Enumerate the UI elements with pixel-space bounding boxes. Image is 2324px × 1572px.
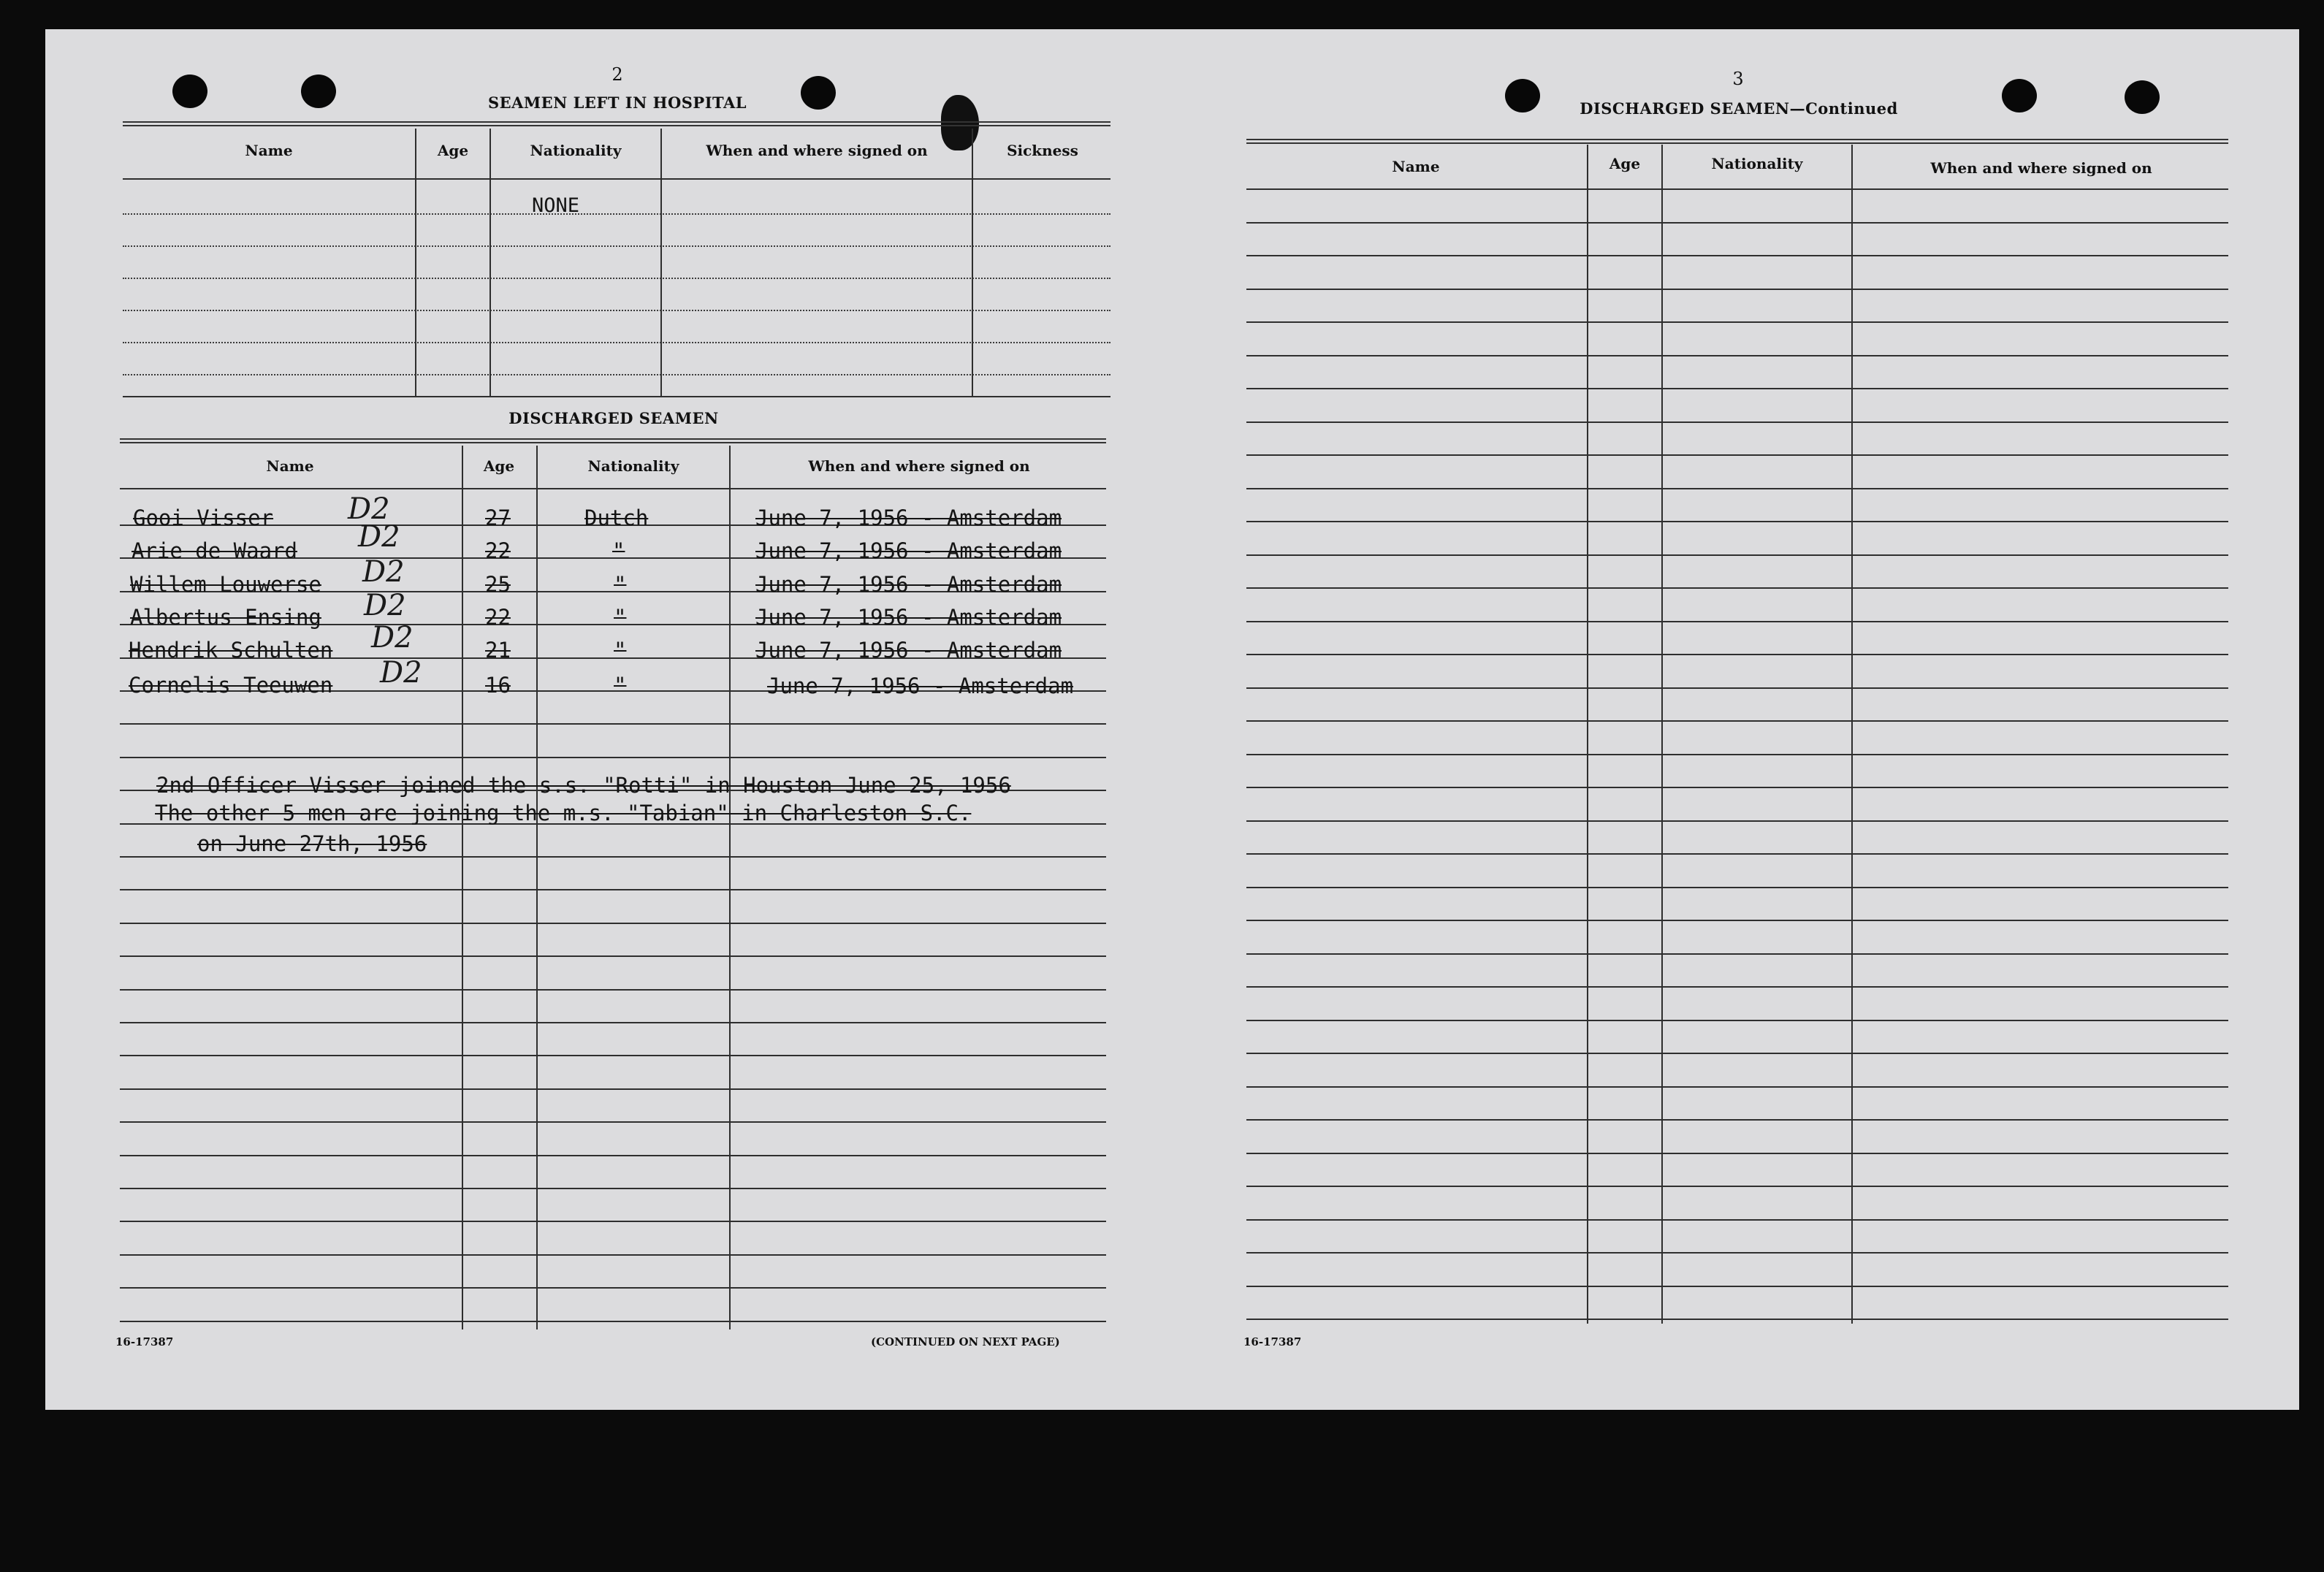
right-form-number: 16-17387 — [1243, 1335, 1302, 1348]
seaman-age: 22 — [485, 605, 511, 630]
seaman-signed-on: June 7, 1956 - Amsterdam — [755, 638, 1062, 663]
discharged-row-line — [120, 856, 1106, 858]
continued-note: (CONTINUED ON NEXT PAGE) — [871, 1335, 1060, 1348]
discharged-row-line — [120, 1088, 1106, 1090]
hospital-entry: NONE — [532, 194, 580, 217]
right-col-age: Age — [1609, 155, 1641, 172]
discharge-mark: D2 — [371, 621, 414, 655]
discharged-col-divider — [536, 446, 538, 1329]
right-col-nationality: Nationality — [1711, 155, 1803, 172]
right-row-line — [1246, 720, 2228, 722]
hospital-row-line — [123, 278, 1110, 279]
hospital-row-line — [123, 374, 1110, 375]
discharged-row-line — [120, 989, 1106, 991]
discharged-row-line — [120, 1188, 1106, 1189]
note-line: 2nd Officer Visser joined the s.s. "Rotti" in Houston June 25, 1956 — [156, 773, 1011, 798]
discharged-col-signed-on: When and where signed on — [808, 457, 1030, 475]
right-row-line — [1246, 321, 2228, 323]
seaman-age: 25 — [485, 572, 511, 597]
discharged-row-line — [120, 1321, 1106, 1322]
hospital-row-line — [123, 178, 1110, 180]
seaman-name: Arie de Waard — [132, 538, 297, 563]
right-row-line — [1246, 554, 2228, 556]
right-row-line — [1246, 1053, 2228, 1054]
right-row-line — [1246, 255, 2228, 256]
right-row-line — [1246, 787, 2228, 788]
discharged-row-line — [120, 1022, 1106, 1023]
hospital-header-rule — [123, 121, 1110, 126]
hospital-row-line — [123, 213, 1110, 215]
right-row-line — [1246, 454, 2228, 456]
hospital-col-nationality: Nationality — [530, 142, 622, 159]
right-section-title: DISCHARGED SEAMEN—Continued — [1580, 99, 1898, 118]
right-row-line — [1246, 1186, 2228, 1187]
seaman-signed-on: June 7, 1956 - Amsterdam — [755, 605, 1062, 630]
right-row-line — [1246, 1319, 2228, 1320]
discharged-row-line — [120, 1221, 1106, 1222]
discharged-header-bottom — [120, 488, 1106, 489]
punch-hole — [2002, 79, 2037, 112]
right-row-line — [1246, 222, 2228, 224]
hospital-col-divider — [415, 129, 416, 396]
seaman-name: Albertus Ensing — [130, 605, 321, 630]
right-row-line — [1246, 1119, 2228, 1121]
hospital-col-divider — [660, 129, 662, 396]
right-row-line — [1246, 355, 2228, 356]
discharged-col-divider — [462, 446, 463, 1329]
punch-hole — [172, 75, 207, 108]
right-row-line — [1246, 920, 2228, 921]
right-row-line — [1246, 654, 2228, 655]
right-row-line — [1246, 887, 2228, 888]
discharge-mark: D2 — [362, 555, 405, 589]
discharged-header-rule — [120, 438, 1106, 443]
hospital-col-sickness: Sickness — [1007, 142, 1078, 159]
right-row-line — [1246, 1219, 2228, 1221]
seaman-signed-on: June 7, 1956 - Amsterdam — [755, 505, 1062, 530]
right-row-line — [1246, 488, 2228, 489]
hospital-col-name: Name — [245, 142, 293, 159]
hospital-col-divider — [489, 129, 491, 396]
discharged-row-line — [120, 757, 1106, 758]
right-col-signed-on: When and where signed on — [1930, 159, 2152, 177]
discharge-mark: D2 — [380, 656, 422, 690]
discharged-col-name: Name — [266, 457, 314, 475]
right-row-line — [1246, 1252, 2228, 1254]
right-row-line — [1246, 621, 2228, 622]
seaman-nationality: " — [614, 572, 627, 597]
right-row-line — [1246, 421, 2228, 423]
discharge-mark: D2 — [348, 492, 390, 526]
punch-hole — [2125, 80, 2160, 114]
right-row-line — [1246, 1020, 2228, 1021]
discharged-row-line — [120, 1287, 1106, 1289]
right-row-line — [1246, 1086, 2228, 1088]
note-line: The other 5 men are joining the m.s. "Tabian" in Charleston S.C. — [155, 801, 972, 825]
seaman-name: Hendrik Schulten — [129, 638, 333, 663]
discharged-row-line — [120, 723, 1106, 725]
seaman-nationality: " — [614, 638, 627, 663]
left-page-number: 2 — [612, 64, 623, 85]
discharged-row-line — [120, 889, 1106, 890]
discharged-col-age: Age — [483, 457, 515, 475]
seaman-nationality: " — [614, 605, 627, 630]
seaman-name: Willem Louwerse — [130, 572, 321, 597]
seaman-age: 27 — [485, 505, 511, 530]
right-row-line — [1246, 820, 2228, 822]
left-form-number: 16-17387 — [115, 1335, 174, 1348]
right-row-line — [1246, 853, 2228, 855]
seaman-nationality: Dutch — [584, 505, 649, 530]
discharged-row-line — [120, 1055, 1106, 1056]
right-row-line — [1246, 587, 2228, 589]
document-sheet — [45, 29, 2299, 1410]
discharged-row-line — [120, 1121, 1106, 1123]
discharged-row-line — [120, 1155, 1106, 1156]
punch-hole — [301, 75, 336, 108]
right-col-name: Name — [1392, 158, 1440, 175]
discharged-section-title: DISCHARGED SEAMEN — [508, 409, 719, 427]
hospital-col-signed-on: When and where signed on — [706, 142, 928, 159]
right-row-line — [1246, 754, 2228, 755]
right-row-line — [1246, 388, 2228, 389]
right-row-line — [1246, 289, 2228, 290]
discharged-col-divider — [729, 446, 731, 1329]
right-header-rule — [1246, 139, 2228, 144]
hospital-col-divider — [972, 129, 973, 396]
right-row-line — [1246, 521, 2228, 522]
discharge-mark: D2 — [358, 520, 400, 554]
seaman-age: 16 — [485, 673, 511, 698]
seaman-signed-on: June 7, 1956 - Amsterdam — [755, 538, 1062, 563]
seaman-nationality: " — [614, 673, 627, 698]
right-row-line — [1246, 1286, 2228, 1287]
discharged-row-line — [120, 1254, 1106, 1256]
seaman-age: 21 — [485, 638, 511, 663]
right-row-line — [1246, 953, 2228, 955]
discharged-row-line — [120, 955, 1106, 957]
seaman-signed-on: June 7, 1956 - Amsterdam — [767, 674, 1074, 698]
seaman-name: Gooi Visser — [133, 505, 274, 530]
right-row-line — [1246, 687, 2228, 689]
seaman-signed-on: June 7, 1956 - Amsterdam — [755, 572, 1062, 597]
right-row-line — [1246, 986, 2228, 988]
right-row-line — [1246, 1153, 2228, 1154]
discharged-row-line — [120, 923, 1106, 924]
hospital-row-line — [123, 310, 1110, 311]
discharge-mark: D2 — [364, 589, 406, 622]
hospital-row-line — [123, 245, 1110, 247]
discharged-col-nationality: Nationality — [587, 457, 679, 475]
hospital-row-line — [123, 342, 1110, 343]
right-page-number: 3 — [1732, 69, 1744, 89]
hospital-section-title: SEAMEN LEFT IN HOSPITAL — [487, 94, 747, 112]
hospital-col-age: Age — [437, 142, 469, 159]
note-line: on June 27th, 1956 — [197, 831, 427, 856]
right-row-line — [1246, 188, 2228, 190]
seaman-age: 22 — [485, 538, 511, 563]
seaman-nationality: " — [612, 538, 625, 563]
seaman-name: Cornelis Teeuwen — [129, 673, 333, 698]
hospital-bottom-rule — [123, 396, 1110, 397]
punch-hole — [1505, 79, 1540, 112]
